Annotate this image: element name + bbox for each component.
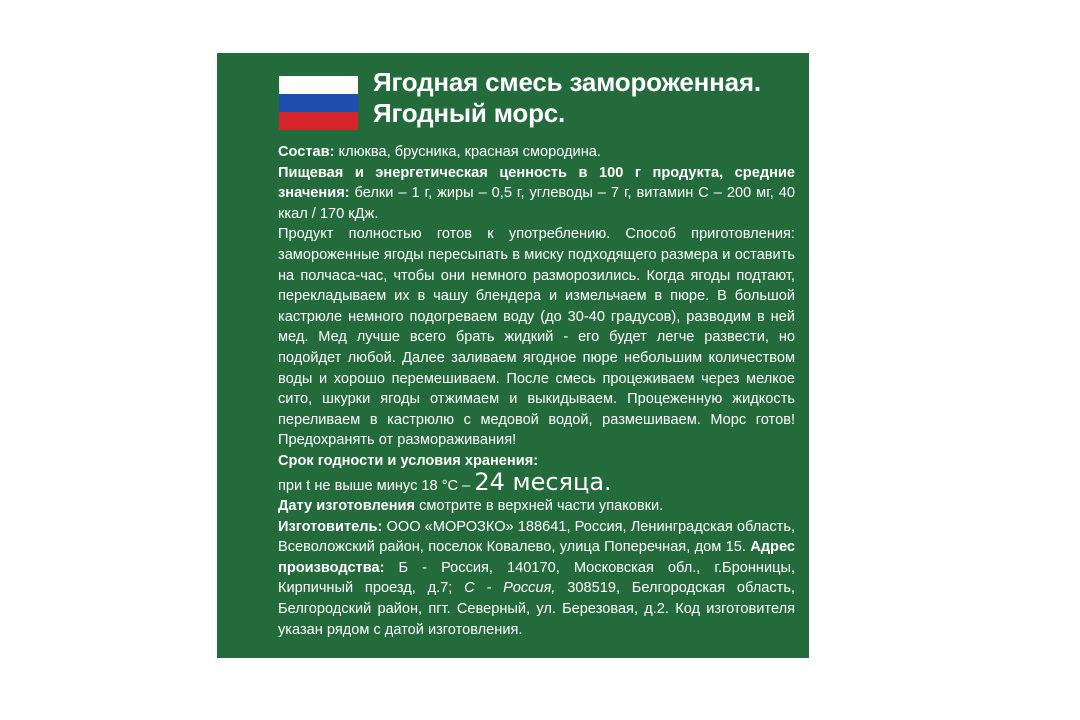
shelf-life — [278, 467, 795, 497]
manufacturer — [278, 517, 795, 641]
shelf-life-value: 24 месяца. — [474, 467, 612, 496]
shelf-life-label: Срок годности и условия хранения: — [278, 452, 539, 469]
manufacturer-text: ООО «МОРОЗКО» 188641, Россия, Ленинградская область, Всеволожский район, поселок Ковалево, улица Поперечная, дом 15. — [278, 518, 795, 556]
title-line-1: Ягодная смесь замороженная. — [373, 67, 761, 97]
manufacture-date-label: Дату изготовления — [278, 498, 416, 515]
manufacture-date — [278, 496, 795, 517]
address-text-2: 308519, Белгородская область, Белгородский район, пгт. Северный, ул. Березовая, д.2. Код изготовителя указан рядом с датой изготовления. — [278, 580, 795, 638]
address-text-1: Б - Россия, 140170, Московская обл., г.Бронницы, Кирпичный проезд, д.7; — [278, 559, 795, 597]
composition-label: Состав: — [278, 144, 335, 160]
composition — [278, 142, 795, 163]
manufacturer-label: Изготовитель: — [278, 518, 383, 535]
nutrition — [278, 163, 795, 225]
nutrition-text: белки – 1 г, жиры – 0,5 г, углеводы – 7 г, витамин С – 200 мг, 40 ккал / 170 кДж. — [278, 185, 795, 222]
shelf-life-text: при t не выше минус 18 °С – — [278, 477, 475, 494]
russian-flag-icon — [279, 76, 358, 130]
address-code-c: С - Россия, — [464, 580, 556, 597]
product-description — [278, 142, 795, 640]
address-label: Адрес производства: — [278, 539, 795, 576]
product-title — [373, 67, 793, 129]
manufacture-date-text: смотрите в верхней части упаковки. — [415, 498, 664, 515]
preparation: Продукт полностью готов к употреблению. Способ приготовления: замороженные ягоды пересыпать в миску подходящего размера и оставить на полчаса-час, чтобы они немного разморозились. Когда ягоды подтают, перекладываем их в чашу блендера и измельчаем в пюре. В большой кастрюле немного подогреваем воду (до 30-40 градусов), разводим в ней мед. Мед лучше всего брать жидкий - его будет легче развести, но подойдет любой. Далее заливаем ягодное пюре небольшим количеством воды и хорошо перемешиваем. После смесь процеживаем через мелкое сито, шкурки ягоды отжимаем и выкидываем. Процеженную жидкость переливаем в кастрюлю с медовой водой, размешиваем. Морс готов! Предохранять от размораживания! — [278, 226, 795, 449]
nutrition-label: Пищевая и энергетическая ценность в 100 г продукта, средние значения: — [278, 164, 795, 202]
composition-text: клюква, брусника, красная смородина. — [334, 144, 601, 160]
title-line-2: Ягодный морс. — [373, 98, 566, 128]
product-info-panel — [217, 53, 809, 658]
